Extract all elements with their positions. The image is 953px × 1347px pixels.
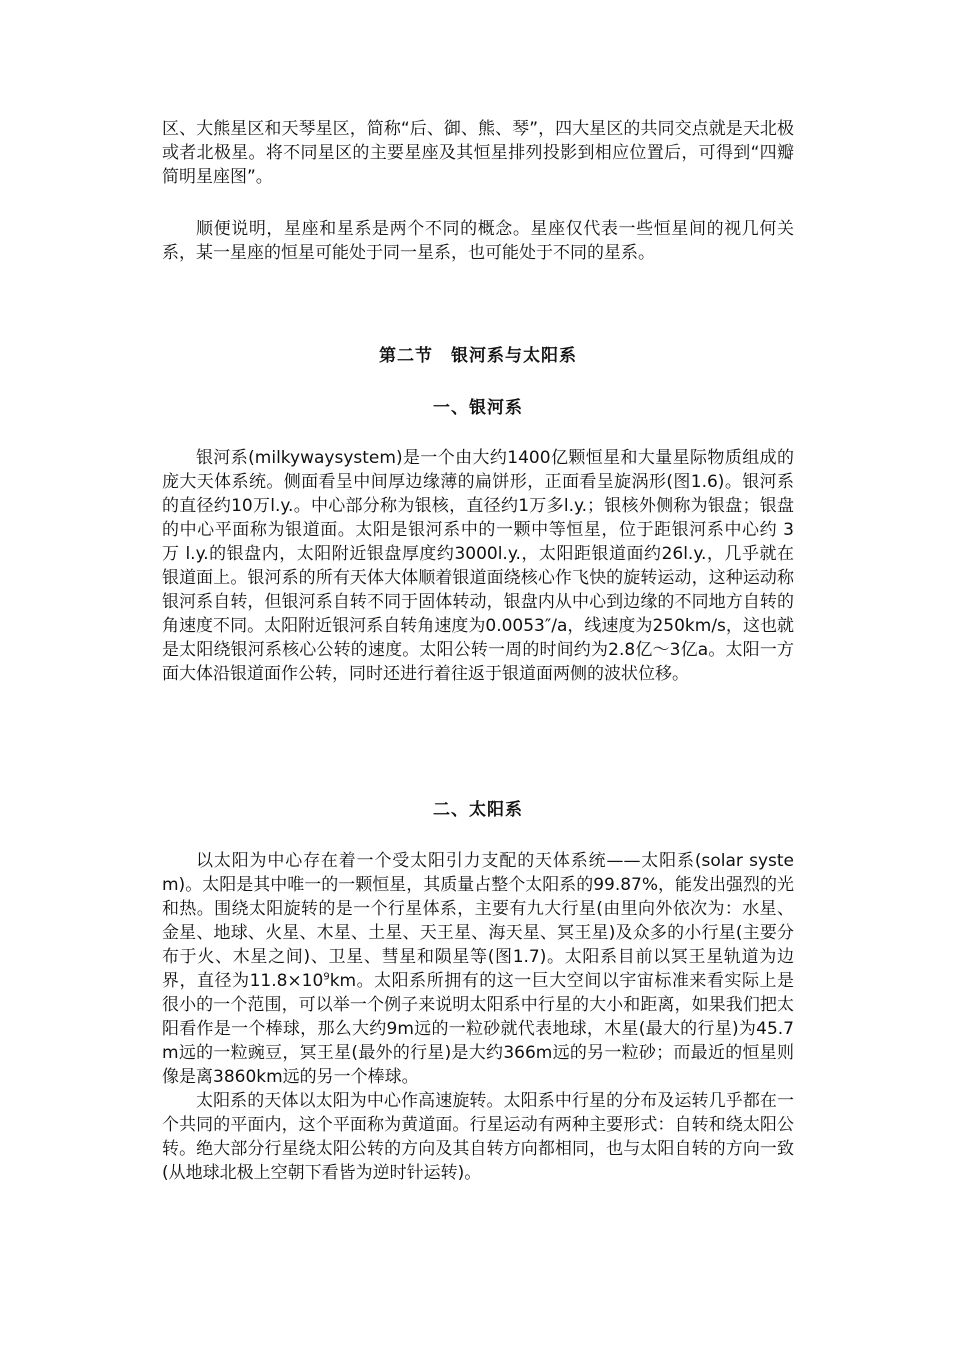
exponent-superscript: 9 [323, 971, 330, 983]
intro-paragraph-block [162, 117, 794, 189]
solar-paragraph-1 [162, 849, 794, 1089]
solar-heading: 二、太阳系 [433, 800, 523, 820]
galaxy-heading: 一、银河系 [433, 398, 523, 418]
galaxy-paragraph-1: 银河系(milkywaysystem)是一个由大约1400亿颗恒星和大量星际物质组成的庞大天体系统。侧面看呈中间厚边缘薄的扁饼形，正面看呈旋涡形(图1.6)。银河系的直径约10万l.y.。中心部分称为银核，直径约1万多l.y.；银核外侧称为银盘；银盘的中心平面称为银道面。太阳是银河系中的一颗中等恒星，位于距银河系中心约 3 万 l.y.的银盘内，太阳附近银盘厚度约3000l.y.，太阳距银道面约26l.y.，几乎就在银道面上。银河系的所有天体大体顺着银道面绕核心作飞快的旋转运动，这种运动称银河系自转，但银河系自转不同于固体转动，银盘内从中心到边缘的不同地方自转的角速度不同。太阳附近银河系自转角速度为0.0053″/a，线速度为250km/s，这也就是太阳绕银河系核心公转的速度。太阳公转一周的时间约为2.8亿～3亿a。太阳一方面大体沿银道面作公转，同时还进行着往返于银道面两侧的波状位移。 [162, 448, 794, 684]
solar-paragraph-2: 太阳系的天体以太阳为中心作高速旋转。太阳系中行星的分布及运转几乎都在一个共同的平面内，这个平面称为黄道面。行星运动有两种主要形式：自转和绕太阳公转。绝大部分行星绕太阳公转的方向及其自转方向都相同，也与太阳自转的方向一致(从地球北极上空朝下看皆为逆时针运转)。 [162, 1091, 794, 1183]
intro-paragraph-1: 区、大熊星区和天琴星区，简称“后、御、熊、琴”，四大星区的共同交点就是天北极或者北极星。将不同星区的主要星座及其恒星排列投影到相应位置后，可得到“四瓣简明星座图”。 [162, 119, 794, 187]
solar-paragraph-1-part-b: km。太阳系所拥有的这一巨大空间以宇宙标准来看实际上是很小的一个范围，可以举一个例子来说明太阳系中行星的大小和距离，如果我们把太阳看作是一个棒球，那么大约9m远的一粒砂就代表地球，木星(最大的行星)为45.7m远的一粒豌豆，冥王星(最外的行星)是大约366m远的另一粒砂；而最近的恒星则像是离3860km远的另一个棒球。 [162, 971, 794, 1087]
galaxy-paragraph-block [162, 446, 794, 686]
solar-paragraph-1-part-a: 以太阳为中心存在着一个受太阳引力支配的天体系统——太阳系(solar system)。太阳是其中唯一的一颗恒星，其质量占整个太阳系的99.87%，能发出强烈的光和热。围绕太阳旋转的是一个行星体系，主要有九大行星(由里向外依次为：水星、金星、地球、火星、木星、土星、天王星、海天星、冥王星)及众多的小行星(主要分布于火、木星之间)、卫星、彗星和陨星等(图1.7)。太阳系目前以冥王星轨道为边界，直径为11.8×10 [162, 851, 795, 991]
intro-paragraph-2: 顺便说明，星座和星系是两个不同的概念。星座仅代表一些恒星间的视几何关系，某一星座的恒星可能处于同一星系，也可能处于不同的星系。 [162, 219, 794, 263]
solar-paragraph-block [162, 849, 794, 1185]
section-title: 第二节 银河系与太阳系 [379, 346, 577, 366]
intro-paragraph-block-2 [162, 217, 794, 265]
